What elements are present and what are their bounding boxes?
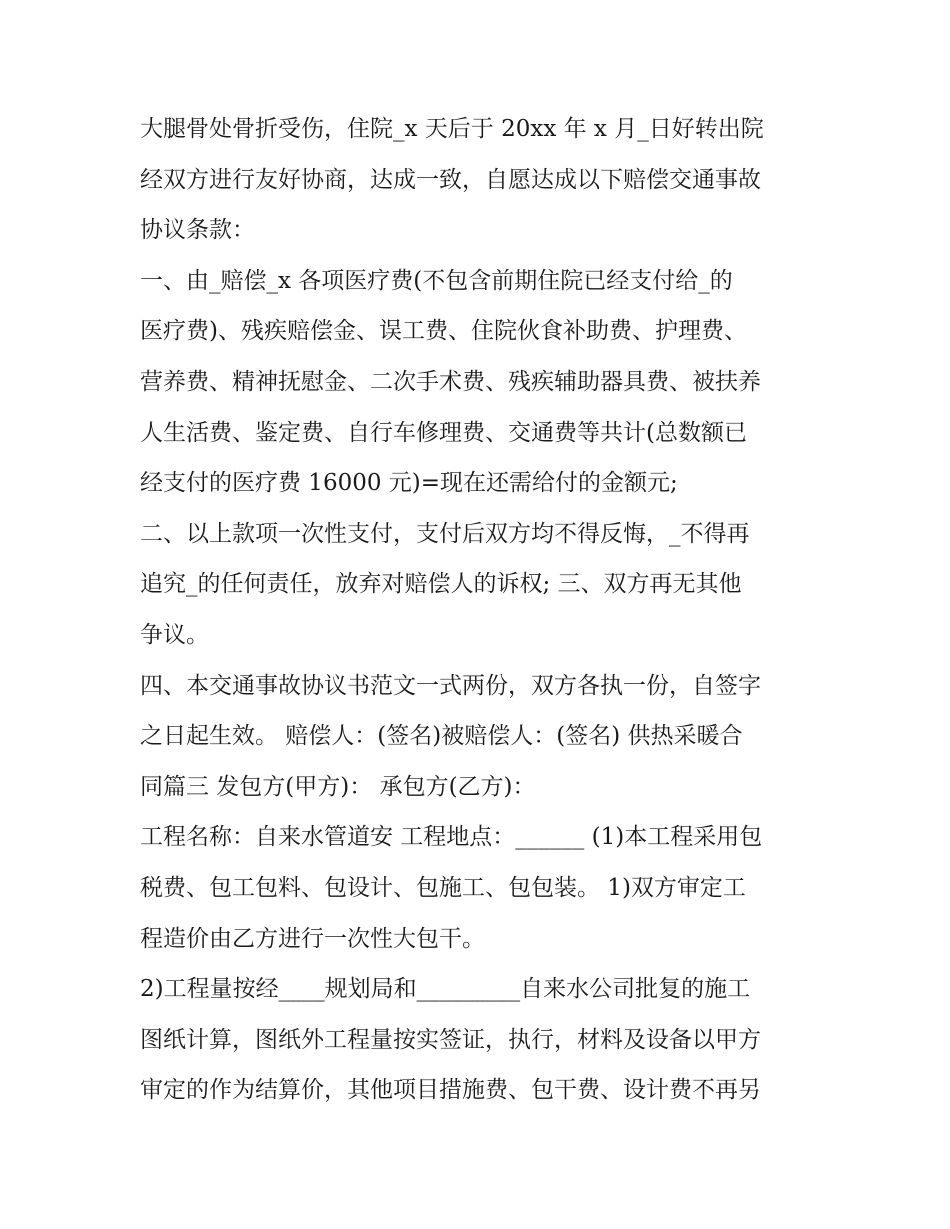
text-line: 同篇三 发包方(甲方)： 承包方(乙方)： xyxy=(140,773,536,800)
text-line: 图纸计算，图纸外工程量按实签证，执行，材料及设备以甲方 xyxy=(140,1026,761,1053)
text-line: 2)工程量按经____规划局和_________自来水公司批复的施工 xyxy=(140,976,751,1003)
text-line: 程造价由乙方进行一次性大包干。 xyxy=(140,925,485,952)
text-line: 经双方进行友好协商，达成一致，自愿达成以下赔偿交通事故 xyxy=(140,166,761,193)
text-line: 大腿骨处骨折受伤，住院_x 天后于 20xx 年 x 月_日好转出院 xyxy=(140,116,764,142)
text-line: 工程名称：自来水管道安 工程地点：______ (1)本工程采用包 xyxy=(140,824,763,851)
text-line: 一、由_赔偿_x 各项医疗费(不包含前期住院已经支付给_的 xyxy=(140,267,733,294)
text-line: 追究_的任何责任，放弃对赔偿人的诉权; 三、双方再无其他 xyxy=(140,571,742,598)
text-line: 之日起生效。 赔偿人：(签名)被赔偿人：(签名) 供热采暖合 xyxy=(140,723,743,750)
text-line: 二、以上款项一次性支付，支付后双方均不得反悔，_不得再 xyxy=(140,520,750,547)
text-line: 审定的作为结算价，其他项目措施费、包干费、设计费不再另 xyxy=(140,1077,761,1104)
text-line: 争议。 xyxy=(140,621,209,648)
text-line: 四、本交通事故协议书范文一式两份，双方各执一份，自签字 xyxy=(140,672,761,699)
text-line: 人生活费、鉴定费、自行车修理费、交通费等共计(总数额已 xyxy=(140,419,747,446)
text-line: 营养费、精神抚慰金、二次手术费、残疾辅助器具费、被扶养 xyxy=(140,368,761,395)
text-line: 协议条款： xyxy=(140,217,255,244)
text-line: 税费、包工包料、包设计、包施工、包包装。 1)双方审定工 xyxy=(140,874,746,901)
text-line: 医疗费)、残疾赔偿金、误工费、住院伙食补助费、护理费、 xyxy=(140,318,747,345)
document-body xyxy=(140,104,820,1116)
text-line: 经支付的医疗费 16000 元)=现在还需给付的金额元; xyxy=(140,470,678,497)
